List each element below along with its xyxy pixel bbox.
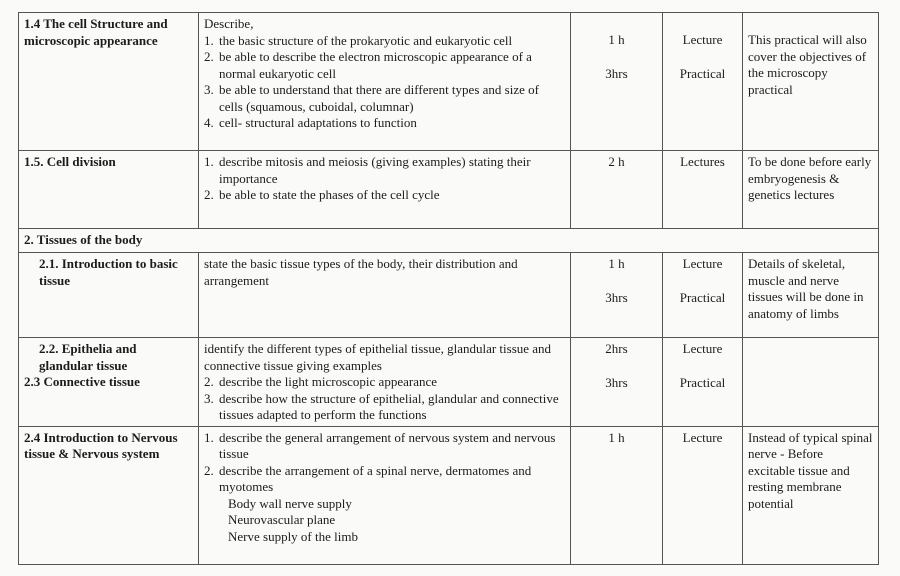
remarks-cell: This practical will also cover the objectives of the microscopy practical [743, 13, 879, 151]
topic-cell: 2.1. Introduction to basic tissue [19, 253, 199, 338]
method-value: Lecture [682, 32, 723, 47]
list-item: 3. be able to understand that there are different types and size of cells (squamous, cuboidal, columnar) [204, 82, 539, 114]
duration-value: 3hrs [605, 374, 628, 390]
list-item: 2. describe the light microscopic appearance [204, 374, 438, 389]
list-item: 1. describe mitosis and meiosis (giving examples) stating their importance [204, 154, 531, 186]
objectives-cell [199, 151, 571, 229]
objectives-cell [199, 13, 571, 151]
objectives-list [204, 33, 565, 132]
duration-value: 3hrs [605, 65, 628, 81]
topic-cell: 1.4 The cell Structure and microscopic appearance [19, 13, 199, 151]
section-row [19, 229, 879, 253]
topic-cell: 2.4 Introduction to Nervous tissue & Nervous system [19, 426, 199, 564]
duration-value: 1 h [608, 429, 625, 445]
duration-cell [571, 151, 663, 229]
method-value: Lecture [682, 341, 723, 356]
list-item: 3. describe how the structure of epithelial, glandular and connective tissues adapted to perform the functions [204, 390, 559, 422]
duration-cell [571, 426, 663, 564]
topic-cell [19, 338, 199, 427]
duration-value: 1 h [608, 256, 625, 271]
method-value: Practical [679, 374, 726, 390]
sub-list [204, 496, 565, 546]
table-row [19, 13, 879, 151]
list-item: Body wall nerve supply [228, 495, 352, 511]
method-cell [663, 151, 743, 229]
table-row [19, 253, 879, 338]
method-value: Lecture [682, 429, 723, 445]
method-value: Lecture [682, 256, 723, 271]
list-item: 2. be able to state the phases of the cell cycle [204, 187, 440, 202]
list-item: 1. the basic structure of the prokaryotic and eukaryotic cell [204, 32, 513, 48]
syllabus-table [18, 12, 879, 565]
objectives-first-line: identify the different types of epithelial tissue, glandular tissue and connective tissue giving examples [204, 341, 552, 373]
remarks-cell [743, 338, 879, 427]
objectives-intro: Describe, [204, 16, 254, 31]
table-row [19, 426, 879, 564]
table-row [19, 151, 879, 229]
duration-value: 3hrs [605, 289, 628, 305]
duration-value: 2 h [608, 154, 625, 169]
duration-cell [571, 253, 663, 338]
method-cell [663, 426, 743, 564]
method-cell [663, 253, 743, 338]
method-value: Lectures [680, 154, 725, 169]
objectives-cell [199, 426, 571, 564]
remarks-cell: Details of skeletal, muscle and nerve tissues will be done in anatomy of limbs [743, 253, 879, 338]
topic-label: 2.2. Epithelia and glandular tissue [39, 341, 137, 373]
method-cell [663, 13, 743, 151]
list-item: 4. cell- structural adaptations to function [204, 115, 417, 130]
duration-cell [571, 13, 663, 151]
method-value: Practical [679, 65, 726, 81]
list-item: 2. be able to describe the electron microscopic appearance of a normal eukaryotic cell [204, 49, 532, 81]
objectives-cell [199, 338, 571, 427]
table-row [19, 338, 879, 427]
list-item: 1. describe the general arrangement of nervous system and nervous tissue [204, 429, 556, 461]
duration-value: 2hrs [605, 341, 628, 356]
list-item: Neurovascular plane [228, 512, 336, 527]
objectives-list [204, 430, 565, 496]
objectives-list [204, 154, 565, 204]
duration-cell [571, 338, 663, 427]
list-item: 2. describe the arrangement of a spinal nerve, dermatomes and myotomes [204, 462, 532, 494]
duration-value: 1 h [608, 32, 625, 47]
remarks-cell: To be done before early embryogenesis & genetics lectures [743, 151, 879, 229]
method-value: Practical [679, 289, 726, 305]
section-heading: 2. Tissues of the body [19, 229, 879, 253]
objectives-cell: state the basic tissue types of the body, their distribution and arrangement [199, 253, 571, 338]
method-cell [663, 338, 743, 427]
objectives-list [204, 374, 565, 424]
topic-cell: 1.5. Cell division [19, 151, 199, 229]
list-item: Nerve supply of the limb [228, 528, 358, 544]
remarks-cell: Instead of typical spinal nerve - Before excitable tissue and resting membrane potential [743, 426, 879, 564]
topic-label: 2.3 Connective tissue [24, 374, 140, 389]
